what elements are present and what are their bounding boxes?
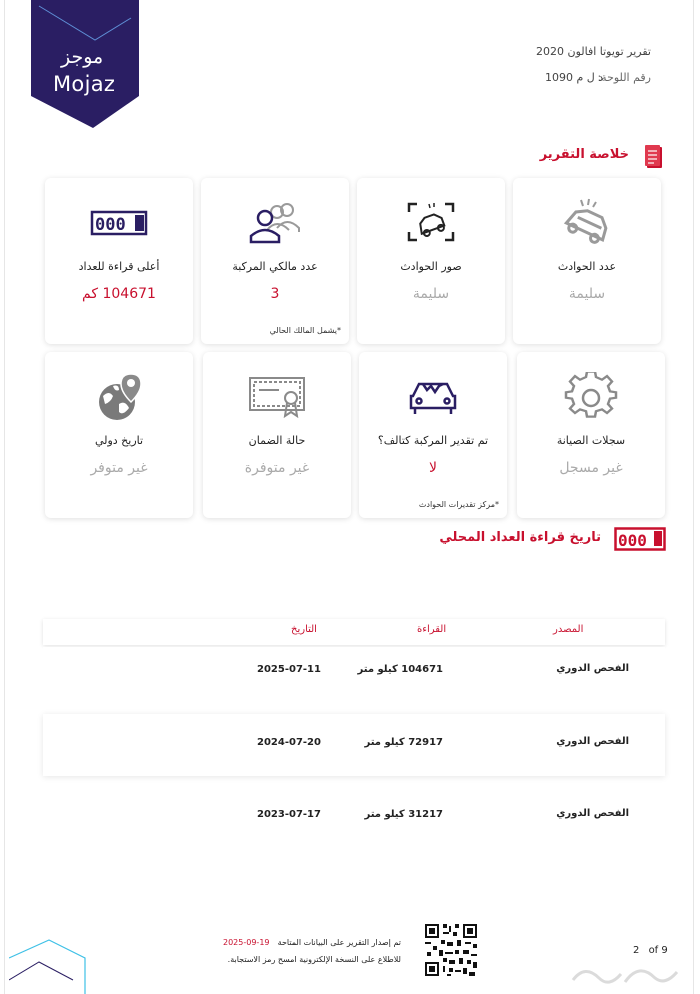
- card-label: تاريخ دولي: [94, 434, 144, 447]
- svg-text:000: 000: [618, 531, 647, 550]
- card-label: حالة الضمان: [248, 434, 306, 447]
- card-note: *يشمل المالك الحالي: [269, 326, 341, 335]
- issued-text: تم إصدار التقرير على البيانات المتاحة: [277, 938, 401, 947]
- card-accidents-count: [513, 178, 661, 344]
- damaged-car-icon: [403, 372, 463, 422]
- card-value: 3: [270, 286, 280, 302]
- card-label: عدد الحوادث: [557, 260, 617, 273]
- report-page: [4, 0, 694, 994]
- card-value: غير متوفرة: [244, 460, 310, 476]
- qr-code[interactable]: [423, 922, 479, 978]
- document-icon: [644, 144, 664, 170]
- mojaz-logo: [31, 0, 139, 128]
- row-reading: 104671 كيلو متر: [357, 664, 443, 675]
- table-header: [43, 619, 665, 645]
- decorative-lines: [9, 928, 119, 994]
- row-source: الفحص الدوري: [556, 663, 629, 674]
- card-value: 104671 كم: [82, 286, 156, 302]
- page-total: of 9: [648, 945, 668, 956]
- row-source: الفحص الدوري: [556, 808, 629, 819]
- row-date: 2025-07-11: [257, 664, 321, 675]
- card-label: أعلى قراءة للعداد: [78, 260, 160, 273]
- card-highest-odometer: [45, 178, 193, 344]
- odometer-icon: [614, 527, 666, 551]
- card-label: صور الحوادث: [400, 260, 462, 273]
- report-title: تقرير تويوتا افالون 2020: [536, 45, 651, 58]
- card-label: عدد مالكي المركبة: [232, 260, 318, 273]
- plate-value: د ل م 1090: [545, 71, 604, 84]
- table-row: [43, 714, 665, 776]
- owners-icon: [245, 198, 305, 248]
- crashed-car-icon: [557, 198, 617, 248]
- svg-text:000: 000: [95, 215, 126, 235]
- column-date: التاريخ: [291, 624, 317, 635]
- row-date: 2023-07-17: [257, 809, 321, 820]
- card-value: لا: [429, 460, 437, 476]
- plate-label: رقم اللوحة:: [597, 71, 651, 84]
- page-current: 2: [633, 945, 640, 956]
- logo-english: Mojaz: [53, 72, 116, 96]
- globe-pin-icon: [89, 372, 149, 422]
- card-value: سليمة: [412, 286, 450, 302]
- card-label: تم تقدير المركبة كتالف؟: [377, 434, 489, 447]
- card-warranty-status: [203, 352, 351, 518]
- card-international-history: [45, 352, 193, 518]
- car-photo-icon: [401, 198, 461, 248]
- card-value: غير مسجل: [559, 460, 623, 476]
- table-row: [43, 647, 665, 709]
- card-value: سليمة: [568, 286, 606, 302]
- card-maintenance-records: [517, 352, 665, 518]
- card-note: *مركز تقديرات الحوادث: [418, 500, 499, 509]
- row-source: الفحص الدوري: [556, 736, 629, 747]
- certificate-icon: [247, 372, 307, 422]
- logo-arabic: موجز: [61, 46, 104, 68]
- issued-date: 2025-09-19: [223, 938, 270, 947]
- row-reading: 31217 كيلو متر: [364, 809, 443, 820]
- summary-title: خلاصة التقرير: [539, 147, 629, 162]
- card-total-loss: [359, 352, 507, 518]
- gear-icon: [561, 372, 621, 422]
- card-value: غير متوفر: [90, 460, 148, 476]
- odometer-icon: [89, 198, 149, 248]
- column-reading: القراءة: [417, 624, 447, 635]
- card-owners-count: [201, 178, 349, 344]
- page-indicator: [627, 945, 668, 956]
- watermark-logo: [565, 956, 685, 992]
- card-accident-photos: [357, 178, 505, 344]
- scan-instructions: للاطلاع على النسخة الإلكترونية امسح رمز الاستجابة.: [227, 955, 401, 964]
- odometer-history-title: تاريخ قراءة العداد المحلي: [439, 530, 601, 545]
- row-reading: 72917 كيلو متر: [364, 737, 443, 748]
- card-label: سجلات الصيانة: [556, 434, 626, 447]
- row-date: 2024-07-20: [257, 737, 321, 748]
- column-source: المصدر: [553, 624, 584, 635]
- table-row: [43, 786, 665, 848]
